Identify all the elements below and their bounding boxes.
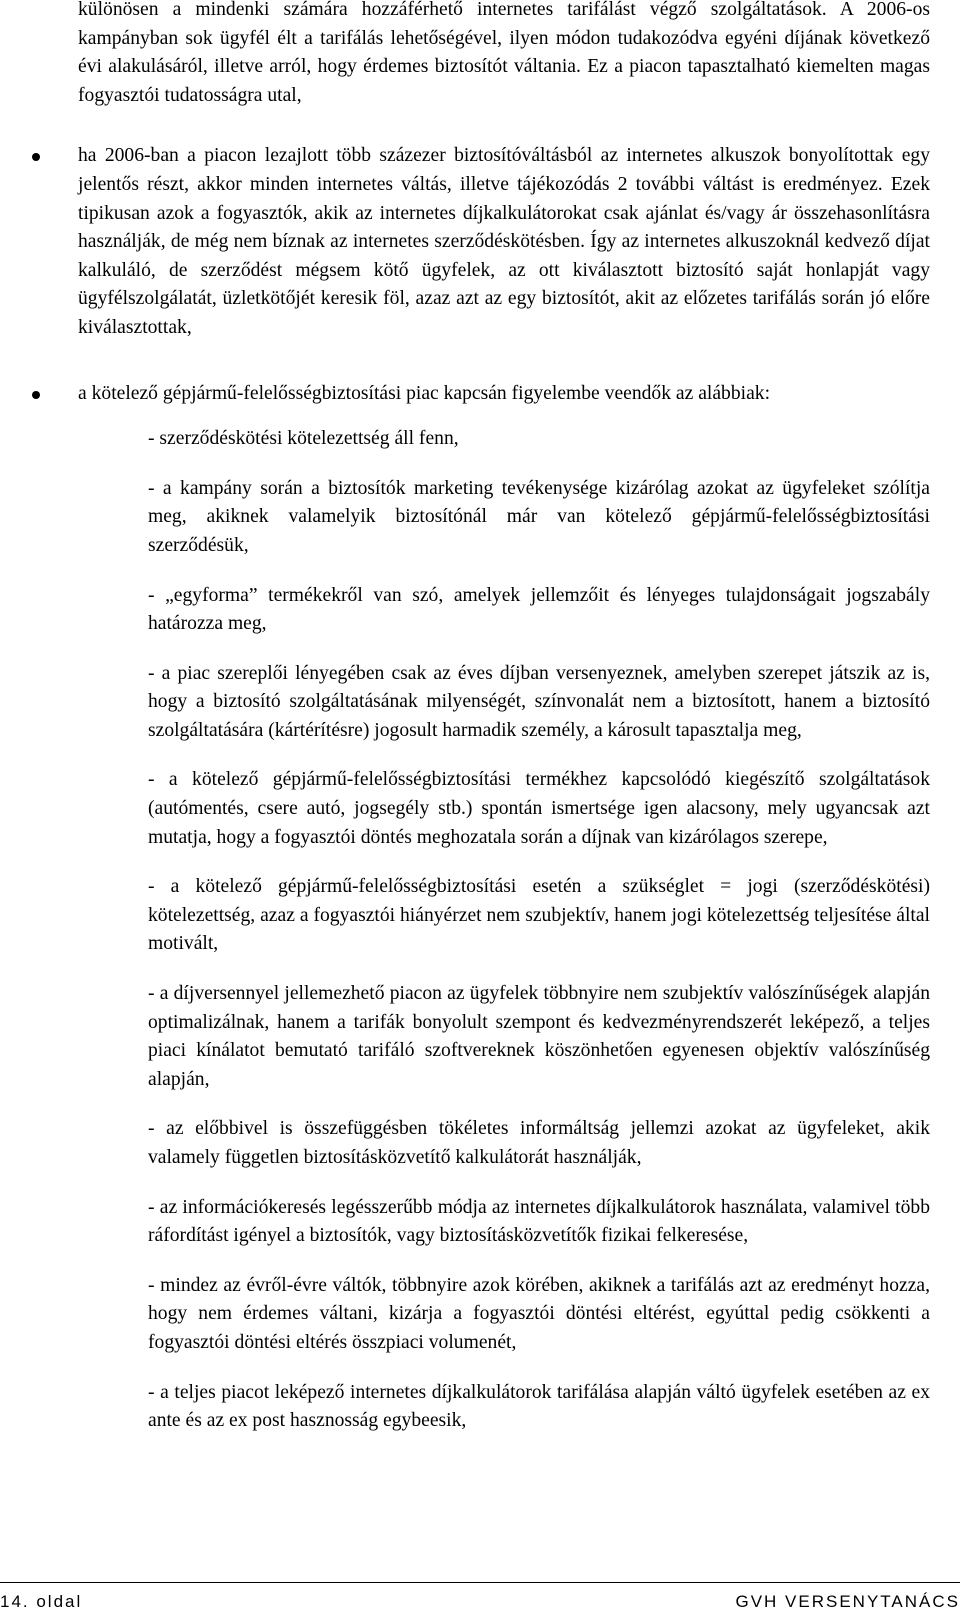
- sub-item: - „egyforma” termékekről van szó, amelyek jellemzőit és lényeges tulajdonságait jogszabály határozza meg,: [148, 584, 930, 635]
- sub-item: - a kötelező gépjármű-felelősségbiztosítási termékhez kapcsolódó kiegészítő szolgáltatások (autómentés, csere autó, jogsegély stb.) spontán ismertsége igen alacsony, mely ugyancsak azt mutatja, hogy a fogyasztói döntés meghozatala során a díjnak van kizárólagos szerepe,: [148, 769, 930, 848]
- sub-item: - a díjversennyel jellemezhető piacon az ügyfelek többnyire nem szubjektív valószínűségek alapján optimalizálnak, hanem a tarifák bonyolult szempont és kedvezményrendszerét leképező, a teljes piaci kínálatot bemutató tarifáló szoftvereknek köszönhetően egyenesen objektív valószínűség alapján,: [148, 983, 930, 1090]
- intro-paragraph: különösen a mindenki számára hozzáférhető internetes tarifálást végző szolgáltatások. A 2006-os kampányban sok ügyfél élt a tarifálás lehetőségével, ilyen módon tudakozódva egyéni díjának következő évi alakulásáról, illetve arról, hogy érdemes biztosítót váltania. Ez a piacon tapasztalható kiemelten magas fogyasztói tudatosságra utal,: [78, 0, 930, 106]
- sub-item: - a teljes piacot leképező internetes díjkalkulátorok tarifálása alapján váltó ügyfelek esetében az ex ante és az ex post hasznosság egybeesik,: [148, 1381, 930, 1432]
- sub-item: - az információkeresés legésszerűbb módja az internetes díjkalkulátorok használata, valamivel több ráfordítást igényel a biztosítók, vagy biztosításközvetítők fizikai felkeresése,: [148, 1196, 930, 1247]
- page-number: 14. oldal: [0, 1592, 83, 1611]
- bullet-item: a kötelező gépjármű-felelősségbiztosítási piac kapcsán figyelembe veendők az alábbiak:: [78, 380, 930, 409]
- sub-item: - szerződéskötési kötelezettség áll fenn,: [148, 428, 459, 450]
- sub-item: - az előbbivel is összefüggésben tökéletes informáltság jellemzi azokat az ügyfeleket, akik valamely független biztosításközvetítő kalkulátorát használják,: [148, 1118, 930, 1168]
- sub-item: - a piac szereplői lényegében csak az éves díjban versenyeznek, amelyben szerepet játszik az is, hogy a biztosító szolgáltatásának milyenségét, színvonalát nem a biztosított, hanem a biztosító szolgáltatására (kártérítésre) jogosult harmadik személy, a károsult tapasztalja meg,: [148, 662, 930, 741]
- sub-item-list: [148, 425, 930, 1436]
- bullet-item: ha 2006-ban a piacon lezajlott több százezer biztosítóváltásból az internetes alkuszok bonyolítottak egy jelentős részt, akkor minden internetes váltás, illetve tájékozódás 2 további váltást is eredményez. Ezek tipikusan azok a fogyasztók, akik az internetes díjkalkulátorokat csak ajánlat és/vagy ár összehasonlításra használják, de még nem bíznak az internetes szerződéskötésben. Így az internetes alkuszoknál kedvező díjat kalkuláló, de szerződést mégsem kötő ügyfelek, az ott kiválasztott biztosító saját honlapját vagy ügyfélszolgálatát, üzletkötőjét keresik föl, azaz azt az egy biztosítót, akit az előzetes tarifálás során jó előre kiválasztottak,: [78, 142, 930, 342]
- sub-item: - a kötelező gépjármű-felelősségbiztosítási esetén a szükséglet = jogi (szerződéskötési) kötelezettség, azaz a fogyasztói hiányérzet nem szubjektív, hanem jogi kötelezettség teljesítése által motivált,: [148, 876, 930, 955]
- sub-item: - mindez az évről-évre váltók, többnyire azok körében, akiknek a tarifálás azt az eredményt hozza, hogy nem érdemes váltani, kizárja a fogyasztói döntési eltérést, egyúttal pedig csökkenti a fogyasztói döntési eltérés összpiaci volumenét,: [148, 1274, 930, 1353]
- document-body: [78, 0, 930, 1457]
- sub-item: - a kampány során a biztosítók marketing tevékenysége kizárólag azokat az ügyfeleket szólítja meg, akiknek valamelyik biztosítónál már van kötelező gépjármű-felelősségbiztosítási szerződésük,: [148, 477, 930, 556]
- footer-divider: [0, 1582, 960, 1583]
- footer-organization: GVH VERSENYTANÁCS: [735, 1592, 960, 1611]
